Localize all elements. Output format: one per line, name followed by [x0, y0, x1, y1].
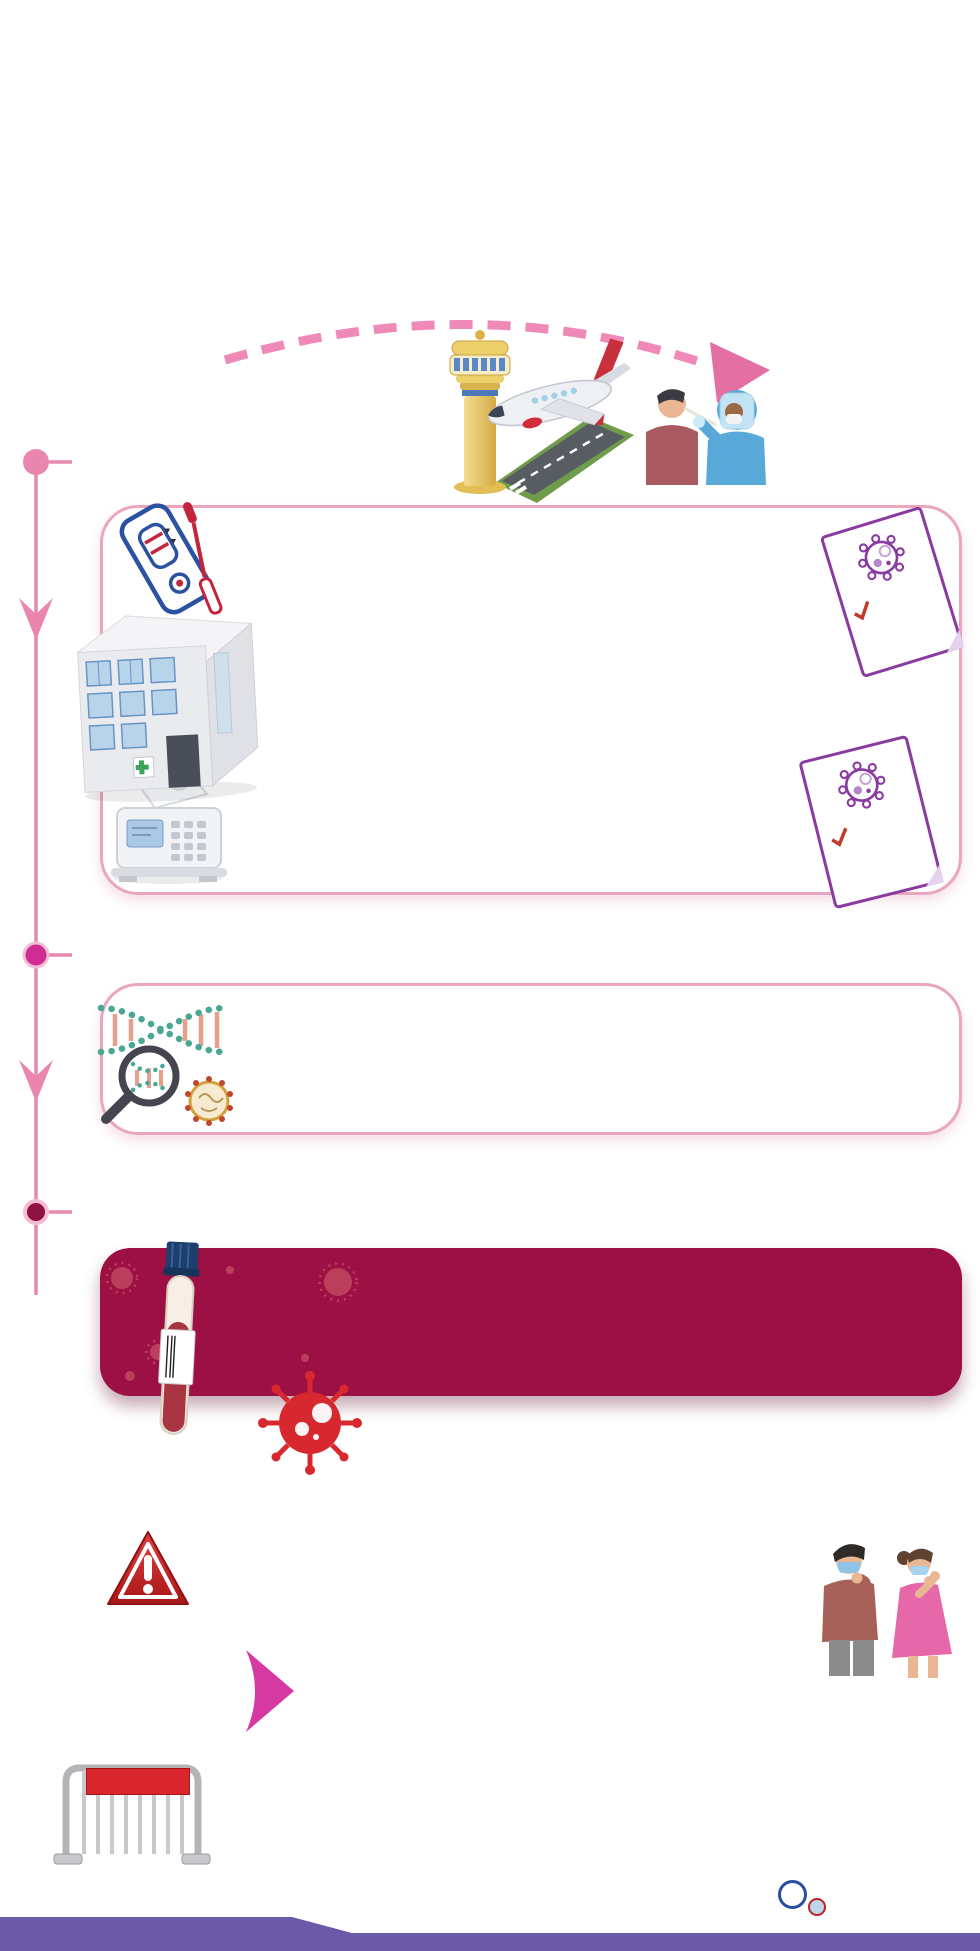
coughing-woman — [892, 1549, 952, 1678]
health-worker-figure — [693, 390, 766, 485]
globe-icon — [808, 1898, 826, 1916]
warning-triangle-icon — [104, 1528, 192, 1610]
timeline — [0, 440, 80, 1320]
timeline-dot-3 — [25, 1201, 47, 1223]
coughing-man — [822, 1544, 878, 1676]
virus-red-icon — [256, 1368, 364, 1476]
dna-icon — [101, 1008, 225, 1052]
checkmark-icon — [828, 825, 852, 849]
quarantine-sign — [86, 1768, 190, 1795]
virus-gold-icon — [185, 1076, 233, 1126]
virus-outline-icon — [825, 751, 899, 822]
blood-tube-icon — [138, 1236, 222, 1458]
magnifier-icon — [106, 1049, 176, 1119]
checkmark-icon — [850, 598, 875, 623]
card-fold-corner — [942, 630, 964, 652]
swab-test-scene-icon — [640, 380, 780, 485]
runway-icon — [495, 417, 634, 503]
event-box-2 — [100, 983, 962, 1135]
positive-result-card-1 — [820, 506, 965, 679]
copyright-icon — [778, 1880, 807, 1909]
ttxvn-logo — [778, 1880, 978, 1921]
positive-result-card-2 — [798, 735, 943, 910]
patient-figure — [646, 389, 698, 485]
pink-arrow-icon — [242, 1646, 300, 1736]
timeline-dot-2 — [24, 943, 48, 967]
card-fold-corner — [922, 865, 944, 887]
coughing-people-icon — [816, 1534, 968, 1686]
airport-illustration — [440, 325, 640, 505]
hospital-building-icon — [68, 586, 263, 804]
gene-sequencing-icon — [93, 998, 253, 1133]
event-box-3 — [100, 1248, 962, 1396]
timeline-dot-1 — [23, 449, 49, 475]
